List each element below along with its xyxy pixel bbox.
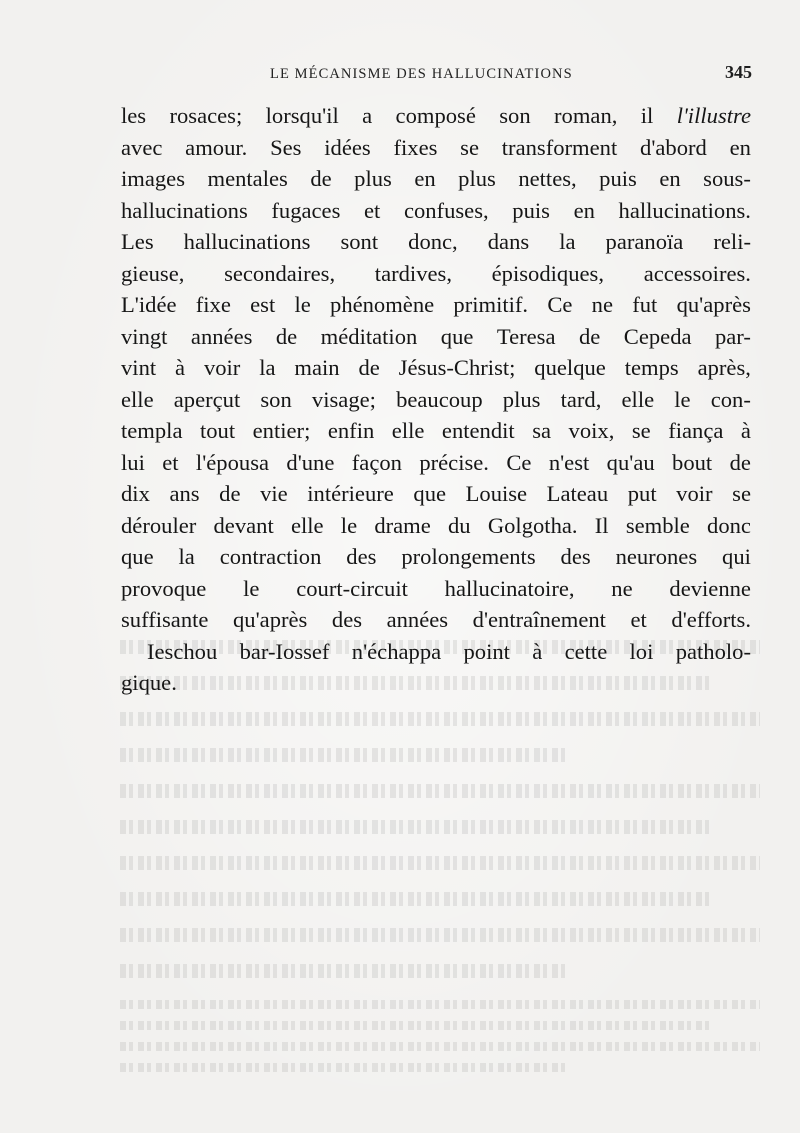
text-word: fugaces: [271, 197, 341, 223]
text-word: secondaires,: [224, 260, 336, 286]
text-word: sous-: [703, 166, 751, 191]
text-word: paranoïa: [605, 229, 684, 254]
text-word: entendit: [441, 418, 515, 443]
text-word: qu'au: [606, 449, 655, 475]
text-word: hallucinations: [121, 197, 248, 223]
text-word: de: [219, 481, 241, 506]
text-word: le: [294, 292, 311, 317]
text-word: fixe: [195, 292, 231, 317]
text-word: Ce: [547, 292, 573, 317]
text-word: il: [640, 103, 654, 128]
text-line: [121, 415, 751, 447]
text-word: se: [631, 418, 651, 443]
text-word: se: [460, 134, 479, 160]
text-word: des: [560, 544, 591, 569]
text-word: en: [659, 166, 681, 191]
text-word: le: [674, 386, 691, 412]
text-word: de: [310, 166, 332, 191]
text-word: rosaces;: [169, 103, 243, 128]
text-word: des: [346, 544, 377, 569]
text-word: ans: [169, 481, 200, 506]
text-word: reli-: [713, 229, 751, 254]
text-word: tardives,: [374, 260, 452, 286]
text-word: en: [414, 166, 436, 191]
text-word: nettes,: [518, 166, 577, 191]
text-word: de: [358, 355, 380, 380]
text-word: temps: [624, 355, 679, 380]
text-word: vie: [260, 481, 288, 506]
text-word: qu'après: [676, 292, 751, 317]
text-word: idées: [324, 134, 371, 160]
text-word: devienne: [669, 575, 751, 601]
text-word: phénomène: [330, 292, 435, 317]
text-word: Ce: [506, 449, 532, 475]
text-word: voir: [203, 355, 241, 380]
text-word: précise.: [419, 449, 489, 475]
text-word: ne: [591, 292, 613, 317]
text-word: contraction: [219, 544, 322, 569]
text-word: qui: [722, 544, 751, 569]
text-line: [121, 352, 751, 384]
text-word: quelque: [534, 355, 606, 380]
text-word: les: [121, 103, 147, 128]
text-word: et: [364, 197, 381, 223]
text-line: [121, 510, 751, 542]
text-word: voix,: [568, 418, 615, 443]
text-word: puis: [512, 197, 550, 223]
text-line: [121, 100, 751, 132]
text-line: [121, 289, 751, 321]
text-word: Il: [594, 512, 609, 538]
text-word: devant: [213, 512, 274, 538]
text-word: et: [162, 449, 179, 475]
text-word: point: [463, 638, 510, 664]
text-word: tout: [199, 418, 236, 443]
text-word: le: [243, 575, 260, 601]
text-word: d'une: [286, 449, 335, 475]
text-word: bar-Iossef: [239, 638, 330, 664]
text-word: puis: [599, 166, 637, 191]
text-word: lui: [121, 449, 145, 475]
text-line: [121, 447, 751, 479]
text-word: hallucinatoire,: [444, 575, 575, 601]
text-word: confuses,: [403, 197, 489, 223]
text-word: suffisante: [121, 607, 209, 632]
text-word: d'abord: [640, 134, 707, 160]
text-line: [121, 636, 751, 668]
text-word: visage;: [311, 386, 376, 412]
text-word: tard,: [560, 386, 602, 412]
text-word: plus: [458, 166, 496, 191]
text-word: fiança: [668, 418, 724, 443]
text-line: [121, 258, 751, 290]
text-word: amour.: [185, 134, 248, 160]
show-through-text: [120, 640, 760, 1070]
text-line: [121, 163, 751, 195]
text-word: années: [386, 607, 449, 632]
text-word: la: [559, 229, 576, 254]
text-word: main: [294, 355, 340, 380]
text-word: donc: [707, 512, 751, 538]
text-word: aperçut: [173, 386, 241, 412]
text-word: de: [729, 449, 751, 475]
text-word: gieuse,: [121, 260, 185, 286]
text-word: mentales: [207, 166, 288, 191]
text-word: hallucinations.: [618, 197, 751, 223]
text-word: de: [578, 323, 601, 349]
text-word: dix: [121, 481, 150, 506]
text-word: Ieschou: [147, 638, 218, 664]
text-word: des: [331, 607, 363, 632]
text-line: [121, 226, 751, 258]
text-word: templa: [121, 418, 183, 443]
text-word: elle: [290, 512, 324, 538]
text-word: fixes: [393, 134, 438, 160]
text-word: images: [121, 166, 185, 191]
text-word: que: [413, 481, 447, 506]
text-word: provoque: [121, 575, 207, 601]
text-word: accessoires.: [643, 260, 751, 286]
text-word: en: [729, 134, 751, 160]
text-line: [121, 604, 751, 636]
text-word: après,: [697, 355, 751, 380]
text-word: put: [627, 481, 657, 506]
text-word: intérieure: [307, 481, 394, 506]
text-word: entier;: [252, 418, 311, 443]
text-word: dérouler: [121, 512, 197, 538]
text-word: neurones: [615, 544, 698, 569]
text-word: drame: [374, 512, 431, 538]
text-word: l'illustre: [676, 103, 751, 128]
text-word: se: [732, 481, 751, 506]
text-line: [121, 541, 751, 573]
page-number: 345: [725, 62, 752, 82]
body-paragraph: [121, 100, 751, 699]
text-word: voir: [676, 481, 713, 506]
text-word: à: [532, 638, 543, 664]
text-word: Les: [121, 229, 154, 254]
text-word: méditation: [320, 323, 418, 349]
text-word: n'est: [548, 449, 590, 475]
text-word: du: [448, 512, 471, 538]
text-word: son: [499, 103, 531, 128]
text-word: Ses: [270, 134, 302, 160]
text-word: qu'après: [233, 607, 308, 632]
text-word: plus: [502, 386, 541, 412]
text-word: la: [178, 544, 195, 569]
text-word: Louise: [465, 481, 528, 506]
text-word: a: [362, 103, 373, 128]
text-word: Cepeda: [623, 323, 692, 349]
text-line: [121, 667, 751, 699]
text-line: [121, 195, 751, 227]
text-word: primitif.: [453, 292, 529, 317]
text-word: vint: [121, 355, 157, 380]
text-word: à: [740, 418, 751, 443]
text-word: l'épousa: [195, 449, 270, 475]
text-word: beaucoup: [396, 386, 483, 412]
text-word: années: [190, 323, 253, 349]
text-word: elle: [121, 386, 154, 412]
text-word: à: [175, 355, 186, 380]
text-word: vingt: [121, 323, 168, 349]
running-header: [120, 62, 752, 86]
text-word: composé: [395, 103, 476, 128]
text-word: lorsqu'il: [265, 103, 339, 128]
text-word: de: [275, 323, 298, 349]
text-word: enfin: [327, 418, 375, 443]
text-word: en: [573, 197, 595, 223]
text-word: dans: [487, 229, 530, 254]
text-word: ne: [611, 575, 633, 601]
text-word: d'efforts.: [671, 607, 751, 632]
text-word: Golgotha.: [487, 512, 578, 538]
text-line: [121, 478, 751, 510]
text-line: [121, 321, 751, 353]
text-word: con-: [710, 386, 751, 412]
text-word: court-circuit: [296, 575, 408, 601]
text-word: que: [121, 544, 154, 569]
text-line: [121, 132, 751, 164]
text-word: loi: [629, 638, 654, 664]
running-title: LE MÉCANISME DES HALLUCINATIONS: [270, 66, 573, 82]
text-word: épisodiques,: [491, 260, 604, 286]
text-word: son: [260, 386, 292, 412]
text-word: hallucinations: [183, 229, 311, 254]
text-word: cette: [564, 638, 608, 664]
text-word: par-: [714, 323, 751, 349]
text-word: avec: [121, 134, 163, 160]
text-word: elle: [391, 418, 425, 443]
text-word: L'idée: [121, 292, 177, 317]
text-word: sa: [532, 418, 552, 443]
text-word: Lateau: [546, 481, 609, 506]
text-word: la: [259, 355, 276, 380]
text-word: plus: [354, 166, 392, 191]
text-word: le: [340, 512, 358, 538]
text-word: prolongements: [401, 544, 536, 569]
text-word: sont: [340, 229, 379, 254]
text-word: est: [250, 292, 276, 317]
text-word: Teresa: [496, 323, 556, 349]
text-word: n'échappa: [351, 638, 442, 664]
text-word: que: [440, 323, 474, 349]
text-word: d'entraînement: [472, 607, 606, 632]
text-word: donc,: [408, 229, 458, 254]
text-word: patholo-: [675, 638, 751, 664]
text-word: façon: [351, 449, 402, 475]
text-line: [121, 573, 751, 605]
text-word: gique.: [121, 670, 177, 695]
text-word: elle: [621, 386, 655, 412]
text-word: fut: [632, 292, 658, 317]
text-word: roman,: [554, 103, 618, 128]
text-word: Jésus-Christ;: [398, 355, 516, 380]
text-word: transforment: [501, 134, 618, 160]
text-word: et: [630, 607, 647, 632]
text-word: bout: [672, 449, 713, 475]
text-word: semble: [625, 512, 690, 538]
text-line: [121, 384, 751, 416]
